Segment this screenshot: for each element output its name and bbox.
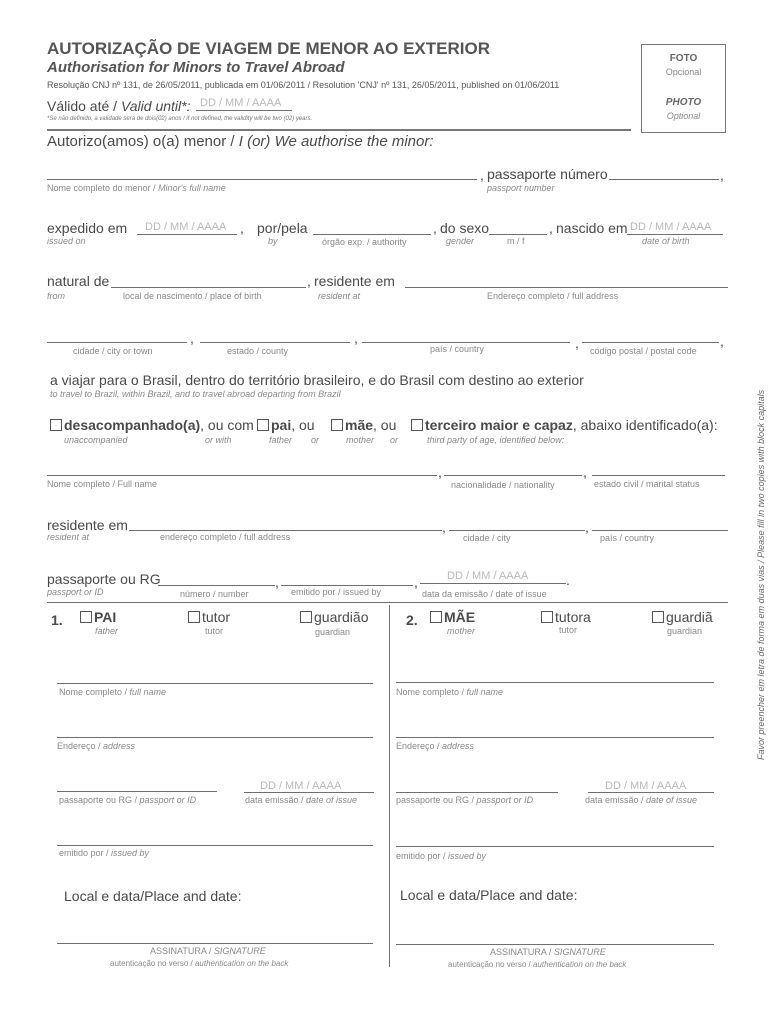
postal-sublabel: código postal / postal code [590,346,697,356]
sig2-signature-line[interactable] [396,944,714,945]
passport-number-sublabel: passport number [487,183,555,193]
sig1-date-placeholder[interactable]: DD / MM / AAAA [260,780,342,792]
header-divider [47,129,631,131]
sex-label: do sexo [440,220,490,236]
unaccompanied-checkbox[interactable] [50,419,62,431]
sig1-date-line [244,792,374,793]
side-instruction: Favor preencher em letra de forma em duas vias / Please fill in two copies with block capitals [756,389,766,760]
sig1-guardian-sublabel: guardian [315,627,351,637]
birthplace-line[interactable] [111,287,306,288]
sig1-father-option[interactable]: PAI [80,609,116,625]
companion-marital-line[interactable] [592,475,725,476]
photo-optional-pt: Opcional [665,67,702,77]
sig2-signature-label: ASSINATURA / SIGNATURE [490,947,606,957]
comma: , [480,167,484,183]
issued-by-label: por/pela [257,220,308,236]
sig2-tutor-sublabel: tutor [559,625,578,635]
state-sublabel: estado / county [227,346,289,356]
sig1-tutor-option[interactable]: tutor [188,609,230,625]
address-line[interactable] [405,287,728,288]
issued-on-sublabel: issued on [47,236,86,246]
or-sublabel: or [390,435,399,445]
sig1-number: 1. [51,612,63,628]
sig1-date-issue-label: data emissão / date of issue [245,795,358,805]
comma: , [354,330,358,346]
travel-text: a viajar para o Brasil, dentro do território brasileiro, e do Brasil com destino ao exterior [50,372,584,388]
sig1-signature-line[interactable] [57,943,373,944]
passport-number-label: passaporte número [487,166,608,182]
third-party-option[interactable]: terceiro maior e capaz, abaixo identificado(a): [411,417,718,433]
father-option[interactable]: pai, ou [257,417,315,433]
sig1-guardian-checkbox[interactable] [300,611,312,623]
companion-country-sublabel: país / country [600,533,655,543]
gender-sublabel: gender [446,236,475,246]
born-date-placeholder[interactable]: DD / MM / AAAA [630,221,712,233]
companion-date-placeholder[interactable]: DD / MM / AAAA [447,570,529,582]
father-sublabel: father [269,435,293,445]
postal-line[interactable] [582,342,719,343]
photo-label-en: PHOTO [665,97,702,108]
sig2-number: 2. [406,612,418,628]
photo-label-pt: FOTO [669,53,698,64]
mother-sublabel: mother [346,435,375,445]
sig2-passport-label: passaporte ou RG / passport or ID [396,795,534,805]
comma: , [720,333,724,349]
photo-optional-en: Optional [666,111,701,121]
companion-number-sublabel: número / number [180,589,249,599]
sig1-passport-label: passaporte ou RG / passport or ID [59,795,197,805]
companion-name-line[interactable] [47,475,437,476]
born-label: nascido em [556,220,628,236]
companion-passport-sublabel: passport or ID [47,587,104,597]
born-line [627,234,723,235]
sig1-signature-label: ASSINATURA / SIGNATURE [150,946,266,956]
father-checkbox[interactable] [257,419,269,431]
sig1-auth-label: autenticação no verso / authentication on the back [110,959,289,968]
comma: , [190,330,194,346]
or-sublabel: or [311,435,320,445]
form-title: AUTORIZAÇÃO DE VIAGEM DE MENOR AO EXTERIOR [47,39,490,58]
sig2-tutora-option[interactable]: tutora [541,609,591,625]
sig1-passport-line[interactable] [57,791,217,792]
companion-nationality-sublabel: nacionalidade / nationality [451,480,555,490]
sig1-place-date: Local e data/Place and date: [64,888,242,904]
sig2-address-label: Endereço / address [396,741,475,751]
companion-city-line[interactable] [449,530,585,531]
passport-number-line[interactable] [609,179,719,180]
unaccompanied-option[interactable]: desacompanhado(a), ou com [50,417,254,433]
sig2-passport-line[interactable] [396,792,558,793]
companion-city-sublabel: cidade / city [463,533,511,543]
third-party-checkbox[interactable] [411,419,423,431]
companion-resident-sublabel: resident at [47,532,90,542]
comma: , [414,574,418,590]
resolution-text: Resolução CNJ nº 131, de 26/05/2011, publicada em 01/06/2011 / Resolution 'CNJ' nº 131, 26/05/2011, published on 01/06/2011 [47,80,560,90]
unaccompanied-sublabel: unaccompanied [64,435,128,445]
sig2-guardian-checkbox[interactable] [652,611,664,623]
issued-by-sublabel: by [268,236,278,246]
sig2-mother-option[interactable]: MÃE [430,609,475,625]
validity-note: *Se não definido, a validade será de dois(02) anos / if not defined, the validity will be two (02) years. [47,116,313,122]
companion-address-sublabel: endereço completo / full address [160,532,291,542]
comma: , [585,519,589,535]
comma: , [575,335,579,351]
minor-fullname-line[interactable] [47,179,477,180]
comma: , [720,167,724,183]
sig2-mother-sublabel: mother [447,626,476,636]
sig2-issued-by-label: emitido por / issued by [396,851,487,861]
companion-country-line[interactable] [592,530,728,531]
sig1-fullname-label: Nome completo / full name [59,687,167,697]
or-with-sublabel: or with [205,435,232,445]
sig2-fullname-label: Nome completo / full name [396,687,504,697]
photo-box[interactable] [641,44,726,133]
sig2-mother-checkbox[interactable] [430,611,442,623]
city-line[interactable] [47,342,187,343]
issued-on-date-placeholder[interactable]: DD / MM / AAAA [145,221,227,233]
sig1-tutor-checkbox[interactable] [188,611,200,623]
state-line[interactable] [200,342,350,343]
address-sublabel: Endereço completo / full address [487,291,619,301]
comma: , [307,273,311,289]
authority-sublabel: órgão exp. / authority [322,237,407,247]
issued-on-label: expedido em [47,220,128,236]
valid-until-line [196,110,292,111]
companion-issued-by-sublabel: emitido por / issued by [291,587,382,597]
sig1-address-line[interactable] [57,737,373,738]
comma: , [240,220,244,236]
resident-label: residente em [314,273,395,289]
minor-fullname-label: Nome completo do menor / Minor's full name [47,183,226,193]
mother-option[interactable]: mãe, ou [331,417,396,433]
issued-on-line [137,234,237,235]
companion-issued-by-line[interactable] [281,585,413,586]
companion-marital-sublabel: estado civil / marital status [594,479,700,489]
natural-label: natural de [47,273,110,289]
mf-sublabel: m / f [507,236,525,246]
sig2-tutora-checkbox[interactable] [541,611,553,623]
sig2-guardian-option[interactable]: guardiã [652,609,713,625]
sig2-guardian-sublabel: guardian [667,626,703,636]
sig2-auth-label: autenticação no verso / authentication on the back [448,960,627,969]
sig2-date-placeholder[interactable]: DD / MM / AAAA [605,780,687,792]
sig1-fullname-line[interactable] [57,683,373,684]
companion-address-line[interactable] [129,530,442,531]
comma: , [583,464,587,480]
third-party-sublabel: third party of age, identified below: [427,435,565,445]
sig2-place-date: Local e data/Place and date: [400,887,578,903]
issued-by-line[interactable] [313,234,431,235]
comma: , [442,519,446,535]
valid-until-label: Válido até / Valid until*: [47,98,191,114]
signature-column-divider [389,605,390,967]
sig1-tutor-sublabel: tutor [205,626,224,636]
sig1-issued-by-label: emitido por / issued by [59,848,150,858]
sig1-address-label: Endereço / address [57,741,136,751]
sig2-address-line[interactable] [396,737,714,738]
dob-sublabel: date of birth [642,236,690,246]
companion-resident-label: residente em [47,517,128,533]
comma: , [433,220,437,236]
companion-date-line [420,583,566,584]
travel-text-en: to travel to Brazil, within Brazil, and to travel abroad departing from Brazil [50,389,341,399]
sex-line[interactable] [489,234,547,235]
sig2-fullname-line[interactable] [396,682,714,683]
sig1-issued-by-line[interactable] [57,845,373,846]
companion-passport-label: passaporte ou RG [47,571,161,587]
sig2-issued-by-line[interactable] [396,846,714,847]
companion-nationality-line[interactable] [444,475,582,476]
country-sublabel: país / country [430,344,485,354]
comma: , [549,220,553,236]
resident-sublabel: resident at [318,291,361,301]
signature-divider [47,602,728,603]
companion-date-issue-sublabel: data da emissão / date of issue [422,589,547,599]
valid-until-date-placeholder[interactable]: DD / MM / AAAA [200,97,282,109]
sig2-date-line [588,792,714,793]
form-subtitle: Authorisation for Minors to Travel Abroad [47,59,345,76]
companion-name-sublabel: Nome completo / Full name [47,479,158,489]
sig1-guardian-option[interactable]: guardião [300,609,369,625]
sig2-date-issue-label: data emissão / date of issue [585,795,698,805]
comma: , [275,574,279,590]
minor-intro: Autorizo(amos) o(a) menor / I (or) We authorise the minor: [47,133,434,150]
period: . [566,572,570,588]
from-sublabel: from [47,291,65,301]
birthplace-sublabel: local de nascimento / place of birth [123,291,262,301]
companion-passport-line[interactable] [158,585,275,586]
comma: , [438,464,442,480]
sig1-father-sublabel: father [95,626,119,636]
sig1-father-checkbox[interactable] [80,611,92,623]
mother-checkbox[interactable] [331,419,343,431]
city-sublabel: cidade / city or town [73,346,153,356]
country-line[interactable] [362,342,570,343]
